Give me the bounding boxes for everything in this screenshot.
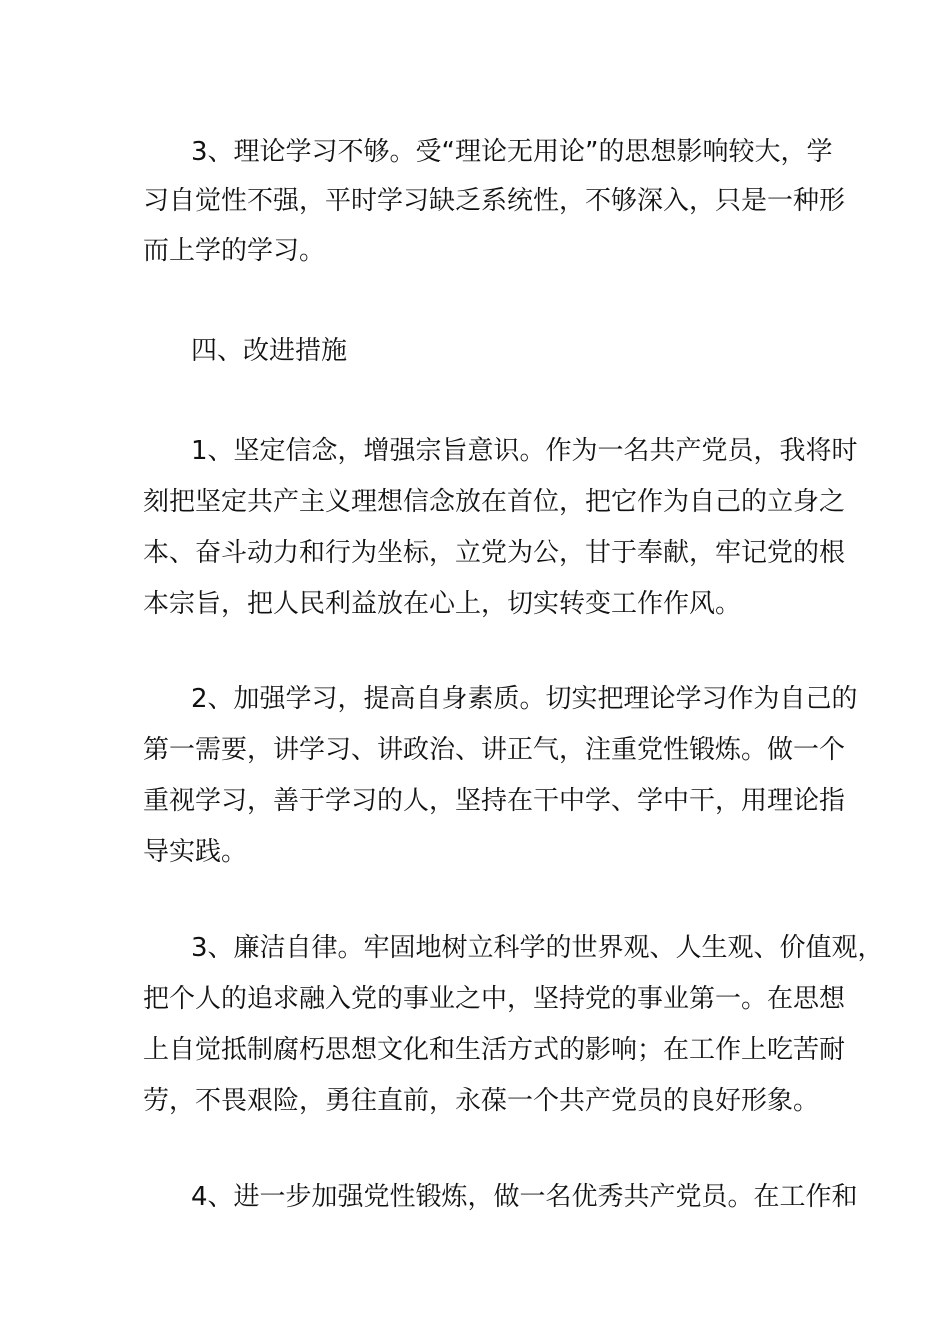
text-line: 重视学习，善于学习的人，坚持在干中学、学中干，用理论指 [143, 786, 846, 816]
text-line: 1、坚定信念，增强宗旨意识。作为一名共产党员，我将时 [191, 436, 858, 466]
text-line: 3、理论学习不够。受“理论无用论”的思想影响较大，学 [191, 137, 833, 167]
section-heading: 四、改进措施 [191, 336, 348, 366]
text-line: 4、进一步加强党性锻炼，做一名优秀共产党员。在工作和 [191, 1182, 858, 1212]
text-line: 习自觉性不强，平时学习缺乏系统性，不够深入，只是一种形 [143, 186, 846, 216]
text-line: 3、廉洁自律。牢固地树立科学的世界观、人生观、价值观， [191, 933, 884, 963]
text-line: 劳，不畏艰险，勇往直前，永葆一个共产党员的良好形象。 [143, 1086, 820, 1116]
text-line: 第一需要，讲学习、讲政治、讲正气，注重党性锻炼。做一个 [143, 735, 846, 765]
text-line: 导实践。 [143, 837, 248, 867]
text-line: 本宗旨，把人民利益放在心上，切实转变工作作风。 [143, 589, 742, 619]
text-line: 而上学的学习。 [143, 236, 326, 266]
text-line: 2、加强学习，提高自身素质。切实把理论学习作为自己的 [191, 684, 858, 714]
text-line: 刻把坚定共产主义理想信念放在首位，把它作为自己的立身之 [143, 487, 846, 517]
text-line: 本、奋斗动力和行为坐标，立党为公，甘于奉献，牢记党的根 [143, 538, 846, 568]
text-line: 上自觉抵制腐朽思想文化和生活方式的影响；在工作上吃苦耐 [143, 1035, 846, 1065]
text-line: 把个人的追求融入党的事业之中，坚持党的事业第一。在思想 [143, 984, 846, 1014]
